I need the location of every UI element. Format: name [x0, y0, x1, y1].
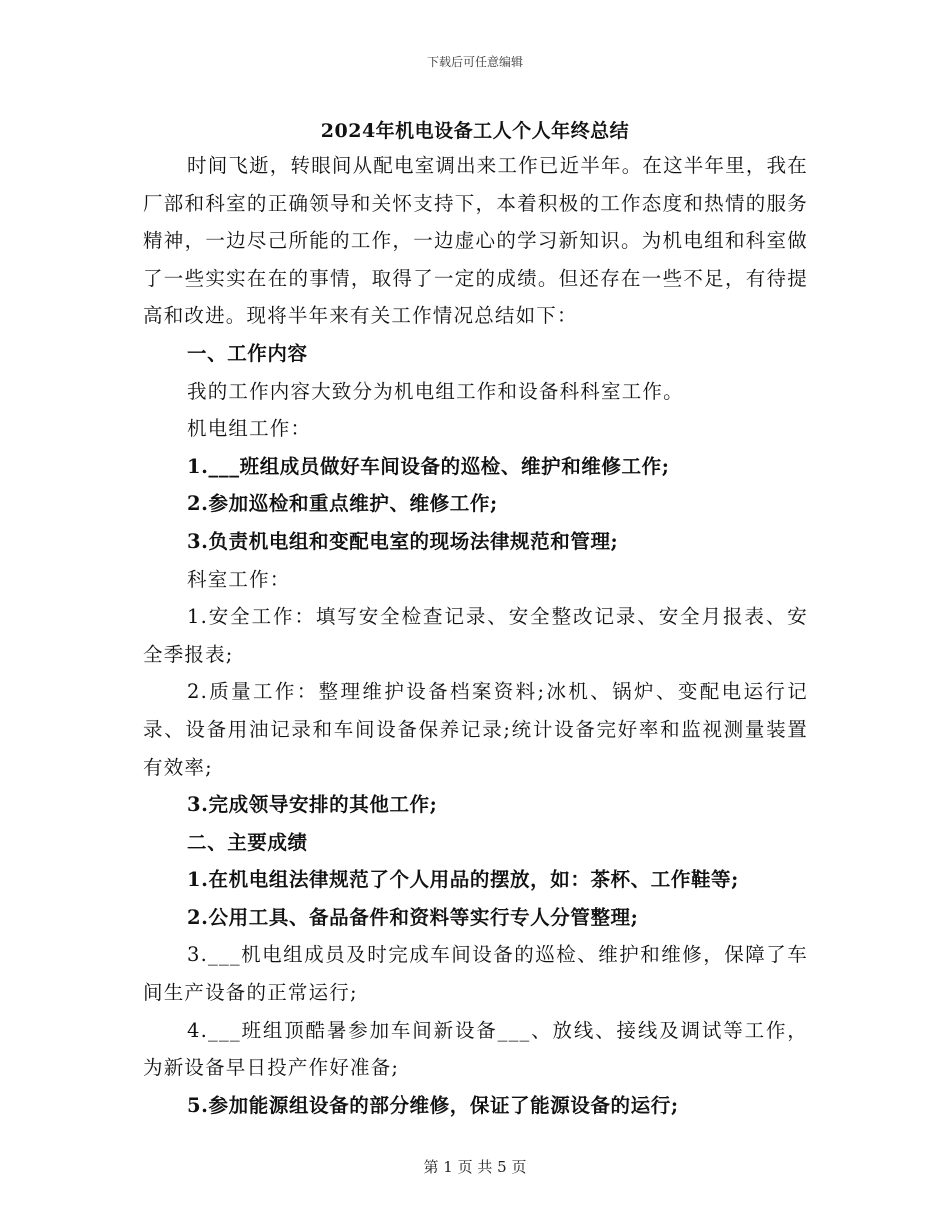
subheading-office-work: 科室工作： [187, 567, 291, 591]
document-title: 2024年机电设备工人个人年终总结 [320, 120, 630, 142]
page-footer: 第 1 页 共 5 页 [423, 1158, 527, 1176]
list-item: 1.安全工作：填写安全检查记录、安全整改记录、安全月报表、安全季报表; [143, 605, 808, 666]
list-item: 3.完成领导安排的其他工作; [187, 793, 438, 817]
subheading-mechatronics-group: 机电组工作： [187, 417, 312, 441]
paragraph-work-overview: 我的工作内容大致分为机电组工作和设备科科室工作。 [187, 379, 684, 403]
section-heading-achievements: 二、主要成绩 [187, 830, 308, 854]
list-item: 2.质量工作：整理维护设备档案资料;冰机、锅炉、变配电运行记录、设备用油记录和车间设备保养记录;统计设备完好率和监视测量装置有效率; [143, 680, 808, 779]
list-item: 2.公用工具、备品备件和资料等实行专人分管整理; [187, 905, 639, 929]
list-item: 3.负责机电组和变配电室的现场法律规范和管理; [187, 529, 619, 553]
list-item: 2.参加巡检和重点维护、维修工作; [187, 492, 498, 516]
section-heading-work-content: 一、工作内容 [187, 341, 308, 365]
document-body [143, 147, 808, 1124]
list-item: 3.___机电组成员及时完成车间设备的巡检、维护和维修，保障了车间生产设备的正常运行; [143, 943, 808, 1005]
list-item: 4.___班组顶酷暑参加车间新设备___、放线、接线及调试等工作，为新设备早日投产作好准备; [143, 1018, 808, 1080]
header-note: 下载后可任意编辑 [426, 55, 523, 69]
list-item: 1.___班组成员做好车间设备的巡检、维护和维修工作; [187, 454, 670, 478]
intro-paragraph: 时间飞逝，转眼间从配电室调出来工作已近半年。在这半年里，我在厂部和科室的正确领导和关怀支持下，本着积极的工作态度和热情的服务精神，一边尽己所能的工作，一边虚心的学习新知识。为机电组和科室做了一些实实在在的事情，取得了一定的成绩。但还存在一些不足，有待提高和改进。现将半年来有关工作情况总结如下： [143, 154, 809, 328]
list-item: 1.在机电组法律规范了个人用品的摆放，如：茶杯、工作鞋等; [187, 868, 739, 892]
list-item: 5.参加能源组设备的部分维修，保证了能源设备的运行; [187, 1093, 679, 1117]
